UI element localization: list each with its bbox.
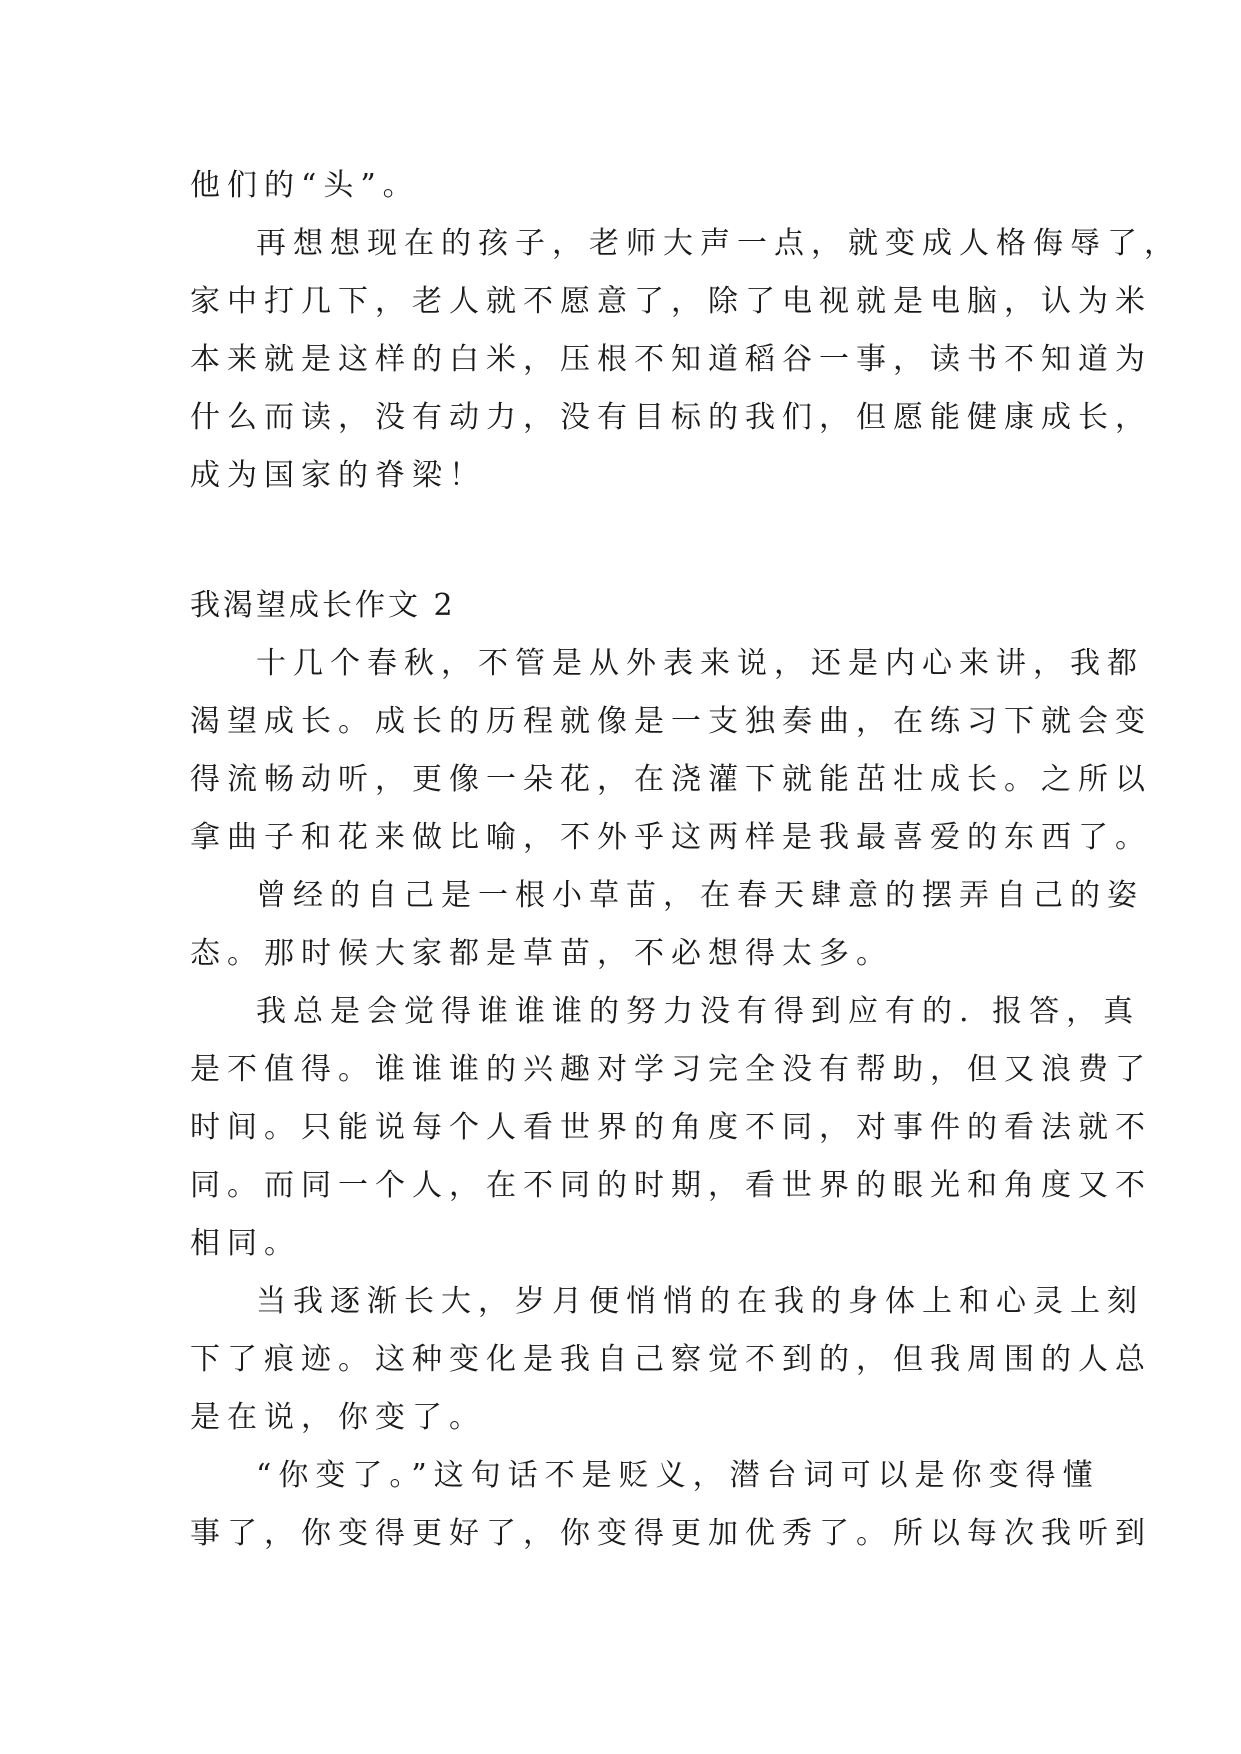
paragraph-line: “你变了。”这句话不是贬义，潜台词可以是你变得懂 — [256, 1458, 1100, 1493]
paragraph-line: 是在说，你变了。 — [190, 1400, 486, 1435]
paragraph-line: 成为国家的脊梁！ — [190, 458, 486, 493]
paragraph-line: 时间。只能说每个人看世界的角度不同，对事件的看法就不 — [190, 1110, 1152, 1145]
paragraph-line: 拿曲子和花来做比喻，不外乎这两样是我最喜爱的东西了。 — [190, 820, 1152, 855]
paragraph-line: 我总是会觉得谁谁谁的努力没有得到应有的. 报答，真 — [256, 994, 1141, 1029]
paragraph-line: 态。那时候大家都是草苗，不必想得太多。 — [190, 936, 893, 971]
section-title: 我渴望成长作文 2 — [190, 588, 456, 623]
paragraph-line: 当我逐渐长大，岁月便悄悄的在我的身体上和心灵上刻 — [256, 1284, 1144, 1319]
paragraph-line: 下了痕迹。这种变化是我自己察觉不到的，但我周围的人总 — [190, 1342, 1152, 1377]
paragraph-line: 什么而读，没有动力，没有目标的我们，但愿能健康成长， — [190, 400, 1152, 435]
paragraph-line: 家中打几下，老人就不愿意了，除了电视就是电脑，认为米 — [190, 284, 1152, 319]
paragraph-line: 渴望成长。成长的历程就像是一支独奏曲，在练习下就会变 — [190, 704, 1152, 739]
paragraph-line: 事了，你变得更好了，你变得更加优秀了。所以每次我听到 — [190, 1516, 1152, 1551]
paragraph-line: 得流畅动听，更像一朵花，在浇灌下就能茁壮成长。之所以 — [190, 762, 1152, 797]
paragraph-line: 再想想现在的孩子，老师大声一点，就变成人格侮辱了， — [256, 226, 1181, 261]
paragraph-line: 同。而同一个人，在不同的时期，看世界的眼光和角度又不 — [190, 1168, 1152, 1203]
document-body — [190, 157, 1181, 1563]
paragraph-line: 他们的“头”。 — [190, 168, 420, 203]
paragraph-line: 本来就是这样的白米，压根不知道稻谷一事，读书不知道为 — [190, 342, 1152, 377]
paragraph-line: 曾经的自己是一根小草苗，在春天肆意的摆弄自己的姿 — [256, 878, 1144, 913]
paragraph-line: 是不值得。谁谁谁的兴趣对学习完全没有帮助，但又浪费了 — [190, 1052, 1152, 1087]
paragraph-line: 相同。 — [190, 1226, 301, 1261]
section-spacer — [190, 505, 1060, 577]
paragraph-line: 十几个春秋，不管是从外表来说，还是内心来讲，我都 — [256, 646, 1144, 681]
